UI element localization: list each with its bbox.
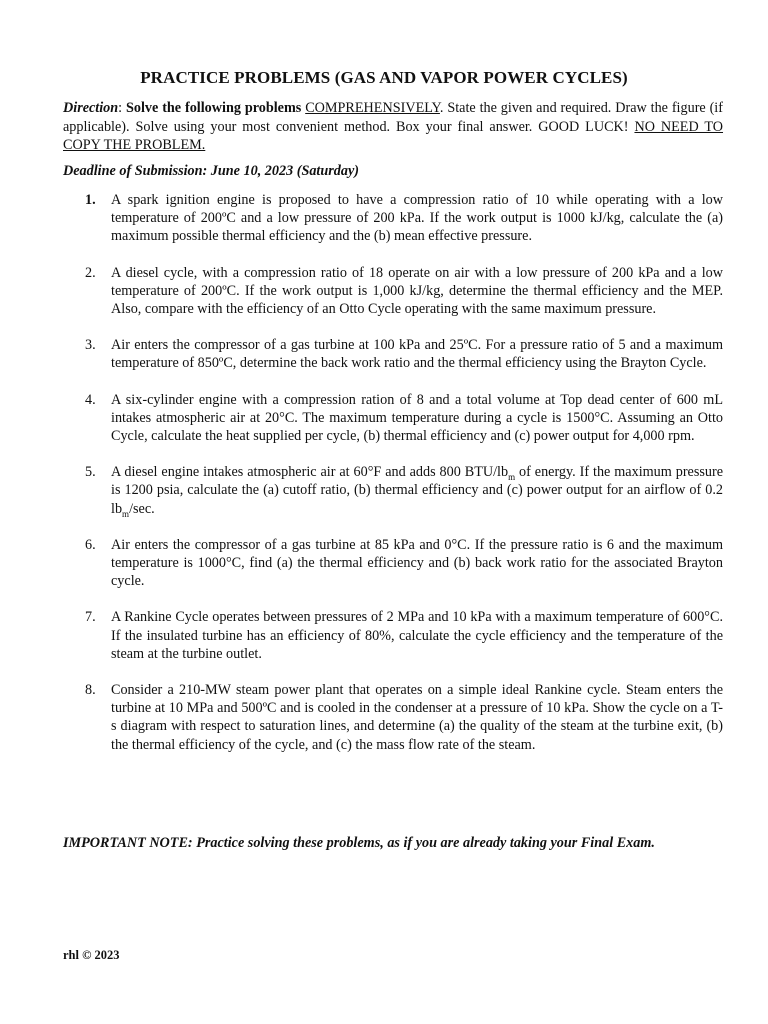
problem-number: 1.: [85, 192, 96, 208]
problem-number: 8.: [85, 682, 96, 699]
problem-number: 7.: [85, 609, 96, 626]
problem-number: 2.: [85, 264, 96, 281]
direction-bold-lead: Solve the following problems: [126, 100, 306, 116]
problem-text-part-c: /sec.: [129, 500, 155, 517]
problem-item: [63, 536, 723, 591]
problem-item: [63, 681, 723, 754]
problem-text: A Rankine Cycle operates between pressures of 2 MPa and 10 kPa with a maximum temperature of 600°C. If the insulated turbine has an efficiency of 80%, calculate the cycle efficiency and the temperature of the steam at the turbine outlet.: [111, 609, 723, 662]
problem-text: Consider a 210-MW steam power plant that operates on a simple ideal Rankine cycle. Steam enters the turbine at 10 MPa and 500ºC and is cooled in the condenser at a pressure of 10 kPa. Show the cycle on a T-s diagram with respect to saturation lines, and determine (a) the quality of the steam at the turbine exit, (b) the thermal efficiency of the cycle, and (c) the mass flow rate of the steam.: [111, 682, 723, 753]
problem-item: [63, 608, 723, 663]
problem-item: [63, 463, 723, 518]
direction-colon: :: [118, 100, 126, 116]
problem-text-part-b: of energy. If the maximum pressure is 1200 psia, calculate the (a) cutoff ratio, (b) thermal efficiency and (c) power output for an airflow of 0.2 lb: [111, 464, 723, 517]
direction-emphasis: COMPREHENSIVELY: [305, 100, 440, 116]
subscript-m: m: [122, 508, 130, 519]
problem-text: Air enters the compressor of a gas turbine at 100 kPa and 25ºC. For a pressure ratio of 5 and a maximum temperature of 850ºC, determine the back work ratio and the thermal efficiency using the Brayton Cycle.: [111, 337, 723, 372]
subscript-m: m: [508, 472, 516, 483]
problem-text-part-a: A diesel engine intakes atmospheric air at 60°F and adds 800 BTU/lb: [111, 464, 509, 481]
problem-text: A diesel cycle, with a compression ratio of 18 operate on air with a low pressure of 200 kPa and a low temperature of 200ºC. If the work output is 1,000 kJ/kg, determine the thermal efficiency and the MEP. Also, compare with the efficiency of an Otto Cycle operating with the same maximum pressure.: [111, 264, 723, 318]
problem-item: [63, 391, 723, 446]
problem-text: Air enters the compressor of a gas turbine at 85 kPa and 0°C. If the pressure ratio is 6 and the maximum temperature is 1000°C, find (a) the thermal efficiency and (b) back work ratio for the associated Brayton cycle.: [111, 536, 723, 590]
direction-rest: . State the given and required. Draw the figure (if applicable). Solve using your most convenient method. Box your final answer. GOOD LUCK!: [63, 100, 723, 135]
problem-number: 5.: [85, 464, 96, 481]
problem-item: [63, 264, 723, 319]
important-note: IMPORTANT NOTE: Practice solving these problems, as if you are already taking your Final Exam.: [63, 835, 655, 851]
problem-text: A spark ignition engine is proposed to have a compression ratio of 10 while operating with a low temperature of 200ºC and a low pressure of 200 kPa. If the work output is 1000 kJ/kg, calculate the (a) maximum possible thermal efficiency and the (b) mean effective pressure.: [111, 192, 723, 245]
problem-number: 4.: [85, 391, 96, 408]
direction-paragraph: [63, 99, 723, 155]
problem-number: 6.: [85, 536, 96, 553]
problem-list: [63, 191, 723, 772]
deadline-text: Deadline of Submission: June 10, 2023 (Saturday): [63, 163, 359, 179]
problem-number: 3.: [85, 337, 96, 354]
direction-underlined-tail: NO NEED TO COPY THE PROBLEM.: [63, 118, 724, 153]
page-title: PRACTICE PROBLEMS (GAS AND VAPOR POWER CYCLES): [140, 68, 628, 87]
problem-item: [63, 336, 723, 372]
problem-text: [111, 464, 723, 519]
problem-text: A six-cylinder engine with a compression ration of 8 and a total volume at Top dead center of 600 mL intakes atmospheric air at 20°C. The maximum temperature during a cycle is 1500°C. Assuming an Otto Cycle, calculate the heat supplied per cycle, (b) thermal efficiency and (c) power output for 4,000 rpm.: [111, 391, 723, 445]
footer-copyright: rhl © 2023: [63, 948, 120, 962]
problem-item: [63, 191, 723, 246]
direction-label: Direction: [63, 100, 119, 116]
